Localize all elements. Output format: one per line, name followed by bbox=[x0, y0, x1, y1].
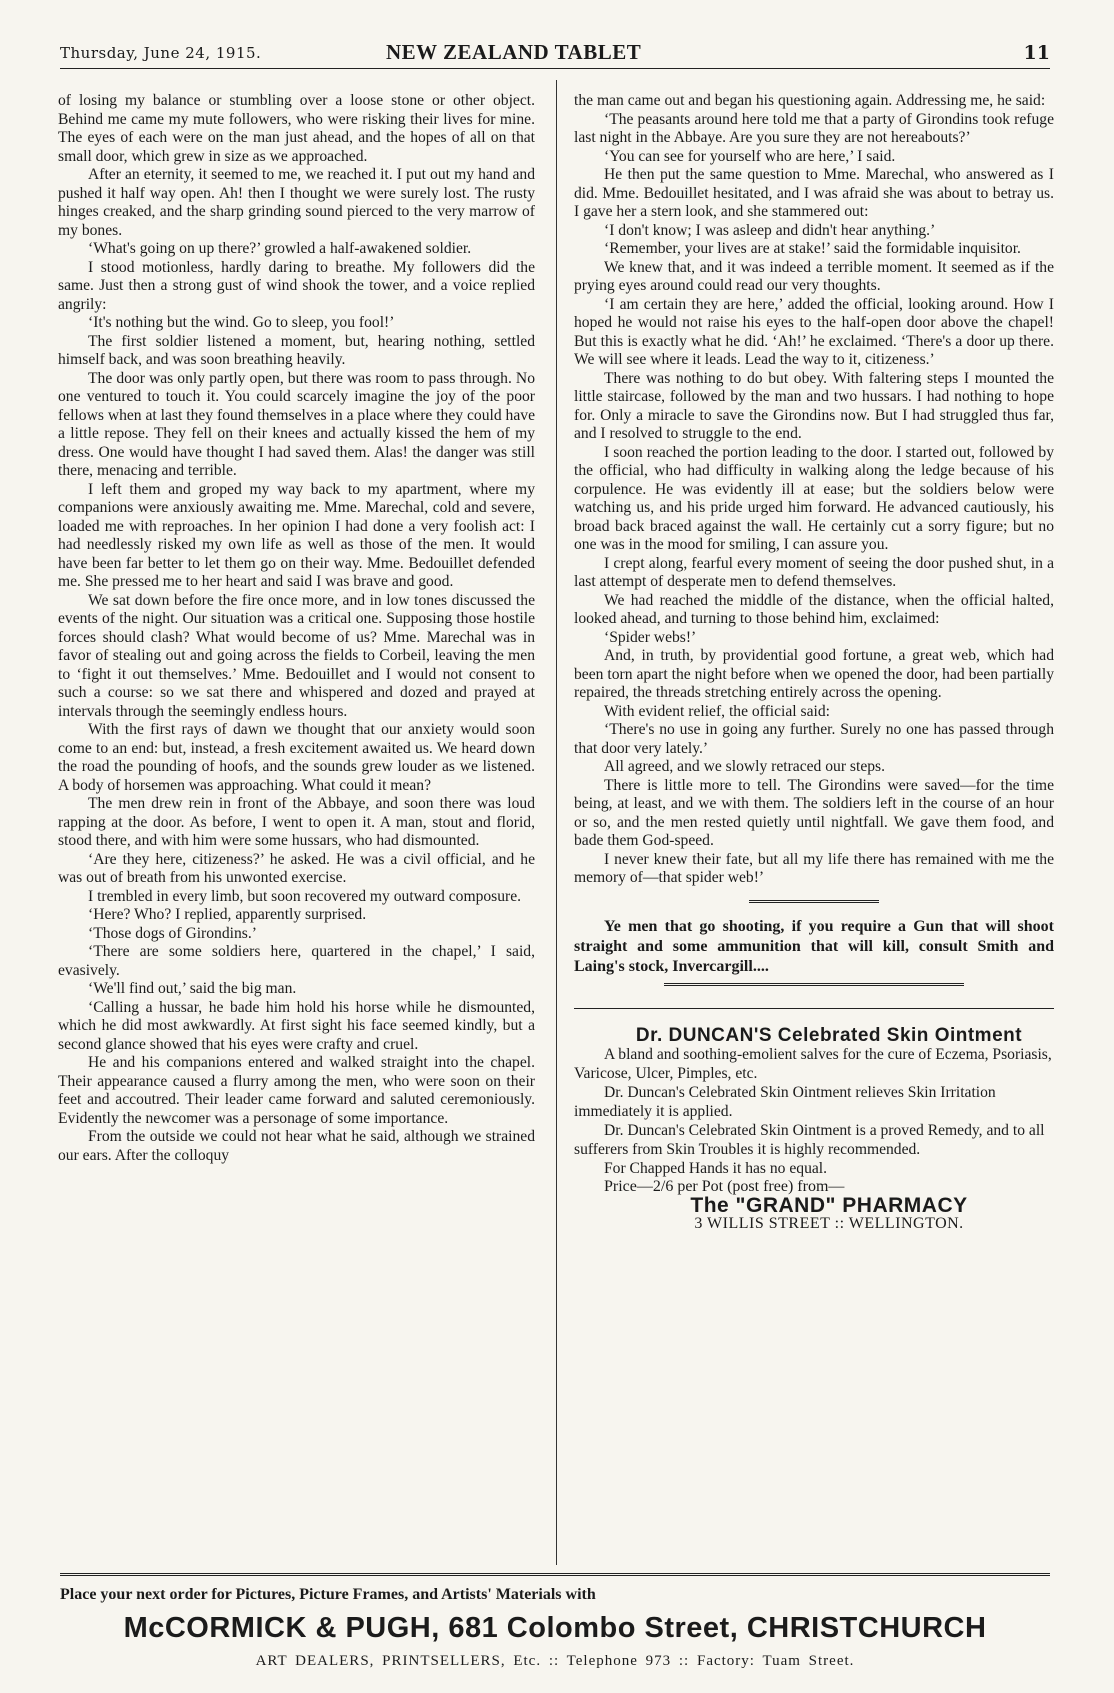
ointment-title: Dr. DUNCAN'S Celebrated Skin Ointment bbox=[635, 1024, 1023, 1046]
story-paragraph: ‘I don't know; I was asleep and didn't hear anything.’ bbox=[604, 221, 936, 239]
story-paragraph: ‘What's going on up there?’ growled a half-awakened soldier. bbox=[88, 240, 472, 257]
footer-ad-details: ART DEALERS, PRINTSELLERS, Etc. :: Telephone 973 :: Factory: Tuam Street. bbox=[255, 1653, 855, 1669]
story-paragraph: The men drew rein in front of the Abbaye, and soon there was loud rapping at the door. As before, I went to open it. A man, stout and florid, stood there, and with him were some hussars, who had dismounted. bbox=[58, 795, 535, 849]
story-paragraph: ‘We'll find out,’ said the big man. bbox=[88, 980, 297, 997]
footer-rule bbox=[60, 1573, 1050, 1576]
story-paragraph: There is little more to tell. The Girondins were saved—for the time being, at least, and we with them. The soldiers left in the course of an hour or so, and the men rested quietly until nightfall. We gave them food, and bade them God-speed. bbox=[574, 776, 1054, 849]
mccormick-pugh-advertisement bbox=[60, 1586, 1050, 1670]
story-paragraph: I crept along, fearful every moment of seeing the door pushed shut, in a last attempt of desperate men to defend themselves. bbox=[574, 554, 1054, 590]
story-paragraph: All agreed, and we slowly retraced our steps. bbox=[604, 758, 886, 775]
ointment-advertisement bbox=[574, 1008, 1054, 1234]
story-paragraph: ‘The peasants around here told me that a party of Girondins took refuge last night in the Abbaye. Are you sure they are not hereabouts?’ bbox=[574, 110, 1054, 146]
story-paragraph: the man came out and began his questioning again. Addressing me, he said: bbox=[574, 92, 1046, 109]
story-paragraph: And, in truth, by providential good fortune, a great web, which had been torn apart the night before when we opened the door, had been partially repaired, the threads stretching entirely across the opening. bbox=[574, 647, 1054, 701]
story-paragraph: With evident relief, the official said: bbox=[604, 702, 830, 720]
story-column-right bbox=[574, 92, 1054, 1234]
pharmacy-address: 3 WILLIS STREET :: WELLINGTON. bbox=[694, 1215, 964, 1232]
story-paragraph: The first soldier listened a moment, but, hearing nothing, settled himself back, and was soon breathing heavily. bbox=[58, 332, 535, 368]
story-column-left bbox=[58, 92, 535, 1165]
story-paragraph: I stood motionless, hardly daring to breathe. My followers did the same. Just then a strong gust of wind shook the tower, and a voice replied angrily: bbox=[58, 258, 535, 313]
story-paragraph: After an eternity, it seemed to me, we reached it. I put out my hand and pushed it half way open. Ah! then I thought we were surely lost. The rusty hinges creaked, and the sharp grinding sound pierced to the very marrow of my bones. bbox=[58, 166, 535, 239]
ad-divider-rule bbox=[664, 983, 964, 986]
story-paragraph: ‘It's nothing but the wind. Go to sleep, you fool!’ bbox=[88, 314, 395, 331]
story-paragraph: ‘Spider webs!’ bbox=[604, 628, 697, 646]
story-continuation bbox=[574, 92, 1054, 888]
page-number: 11 bbox=[1023, 42, 1050, 64]
story-paragraph: I left them and groped my way back to my apartment, where my companions were anxiously awaiting me. Mme. Marechal, cold and severe, loaded me with reproaches. In her opinion I had done a very foolish act: I had needlessly risked my own life as well as those of the men. It would have been far better to let them go on their way. Mme. Bedouillet defended me. She pressed me to her heart and said I was brave and good. bbox=[58, 480, 535, 590]
story-paragraph: From the outside we could not hear what he said, although we strained our ears. After the colloquy bbox=[58, 1128, 535, 1164]
story-paragraph: We sat down before the fire once more, and in low tones discussed the events of the night. Our situation was a critical one. Supposing those hostile forces should clash? What would become of us? Mme. Marechal was in favor of stealing out and going across the fields to Corbeil, leaving the men to ‘fight it out themselves.’ Mme. Bedouillet and I would not consent to such a course: so we sat there and whispered and dozed and prayed at intervals through the seemingly endless hours. bbox=[58, 591, 535, 720]
story-paragraph: ‘Remember, your lives are at stake!’ said the formidable inquisitor. bbox=[604, 240, 1021, 257]
gun-advertisement: Ye men that go shooting, if you require a Gun that will shoot straight and some ammunition that will kill, consult Smith and Laing's stock, Invercargill.... bbox=[574, 917, 1054, 975]
story-paragraph: of losing my balance or stumbling over a loose stone or other object. Behind me came my mute followers, who were risking their lives for mine. The eyes of each were on the man just ahead, and the hopes of all on that small door, which grew in size as we approached. bbox=[58, 92, 535, 165]
story-paragraph: There was nothing to do but obey. With faltering steps I mounted the little staircase, followed by the man and two hussars. I had nothing to hope for. Only a miracle to save the Girondins now. But I had struggled thus far, and I resolved to struggle to the end. bbox=[574, 369, 1054, 442]
issue-date: Thursday, June 24, 1915. bbox=[60, 44, 262, 62]
newspaper-title: NEW ZEALAND TABLET bbox=[386, 40, 642, 64]
story-paragraph: With the first rays of dawn we thought that our anxiety would soon come to an end: but, instead, a fresh excitement awaited us. We heard down the road the pounding of hoofs, and the sounds grew louder as we listened. A body of horsemen was approaching. What could it mean? bbox=[58, 721, 535, 794]
story-paragraph: I never knew their fate, but all my life there has remained with me the memory of—that spider web!’ bbox=[574, 850, 1054, 886]
story-paragraph: ‘Calling a hussar, he bade him hold his horse while he dismounted, which he did most awkwardly. At first sight his face seemed kindly, but a second glance showed that his eyes were crafty and cruel. bbox=[58, 998, 535, 1053]
story-paragraph: I soon reached the portion leading to the door. I started out, followed by the official, who had difficulty in walking along the ledge because of his corpulence. He was evidently ill at ease; but the soldiers below were watching us, and his pride urged him forward. He advanced cautiously, his broad back braced against the wall. He certainly cut a sorry figure; but no one was in the mood for smiling, I can assure you. bbox=[574, 443, 1054, 553]
ointment-line: A bland and soothing-emolient salves for the cure of Eczema, Psoriasis, Varicose, Ulcer, Pimples, etc. bbox=[574, 1046, 1052, 1082]
story-paragraph: ‘Those dogs of Girondins.’ bbox=[88, 924, 257, 942]
story-paragraph: ‘Here? Who? I replied, apparently surprised. bbox=[88, 906, 367, 923]
page-header bbox=[60, 40, 1050, 66]
header-rule bbox=[60, 68, 1050, 69]
story-paragraph: ‘Are they here, citizeness?’ he asked. He was a civil official, and he was out of breath from his unwonted exercise. bbox=[58, 850, 535, 886]
story-paragraph: ‘There are some soldiers here, quartered in the chapel,’ I said, evasively. bbox=[58, 943, 535, 979]
ointment-line: Dr. Duncan's Celebrated Skin Ointment is a proved Remedy, and to all sufferers from Skin Troubles it is highly recommended. bbox=[574, 1122, 1045, 1158]
story-paragraph: We knew that, and it was indeed a terrible moment. It seemed as if the prying eyes around could read our very thoughts. bbox=[574, 258, 1054, 294]
story-paragraph: We had reached the middle of the distance, when the official halted, looked ahead, and turning to those behind him, exclaimed: bbox=[574, 591, 1054, 627]
ointment-line: For Chapped Hands it has no equal. bbox=[604, 1160, 828, 1177]
column-divider bbox=[556, 80, 557, 1565]
story-paragraph: I trembled in every limb, but soon recovered my outward composure. bbox=[88, 887, 522, 905]
story-paragraph: ‘I am certain they are here,’ added the official, looking around. How I hoped he would not raise his eyes to the half-open door above the chapel! But this is exactly what he did. ‘Ah!’ he exclaimed. ‘There's a door up there. We will see where it leads. Lead the way to it, citizeness.’ bbox=[574, 295, 1054, 368]
ointment-line: Dr. Duncan's Celebrated Skin Ointment relieves Skin Irritation immediately it is applied. bbox=[574, 1084, 996, 1120]
story-paragraph: He and his companions entered and walked straight into the chapel. Their appearance caused a flurry among the men, who were soon on their feet and accoutred. Their leader came forward and saluted ceremoniously. Evidently the newcomer was a personage of some importance. bbox=[58, 1054, 535, 1127]
footer-ad-intro: Place your next order for Pictures, Picture Frames, and Artists' Materials with bbox=[60, 1586, 596, 1603]
footer-ad-business: McCORMICK & PUGH, 681 Colombo Street, CHRISTCHURCH bbox=[123, 1612, 987, 1644]
story-paragraph: The door was only partly open, but there was room to pass through. No one ventured to touch it. You could scarcely imagine the joy of the poor fellows when at last they found themselves in a place where they could have a little repose. They fell on their knees and actually kissed the hem of my dress. One would have thought I had saved them. Alas! the danger was still there, menacing and terrible. bbox=[58, 369, 535, 479]
story-end-rule bbox=[749, 900, 879, 903]
story-paragraph: He then put the same question to Mme. Marechal, who answered as I did. Mme. Bedouillet hesitated, and I was afraid she was about to betray us. I gave her a stern look, and she stammered out: bbox=[574, 166, 1054, 220]
ointment-price: Price—2/6 per Pot (post free) from— bbox=[604, 1178, 845, 1195]
story-paragraph: ‘There's no use in going any further. Surely no one has passed through that door very lately.’ bbox=[574, 721, 1054, 757]
pharmacy-name: The "GRAND" PHARMACY bbox=[690, 1193, 968, 1217]
story-paragraph: ‘You can see for yourself who are here,’ I said. bbox=[604, 147, 896, 165]
